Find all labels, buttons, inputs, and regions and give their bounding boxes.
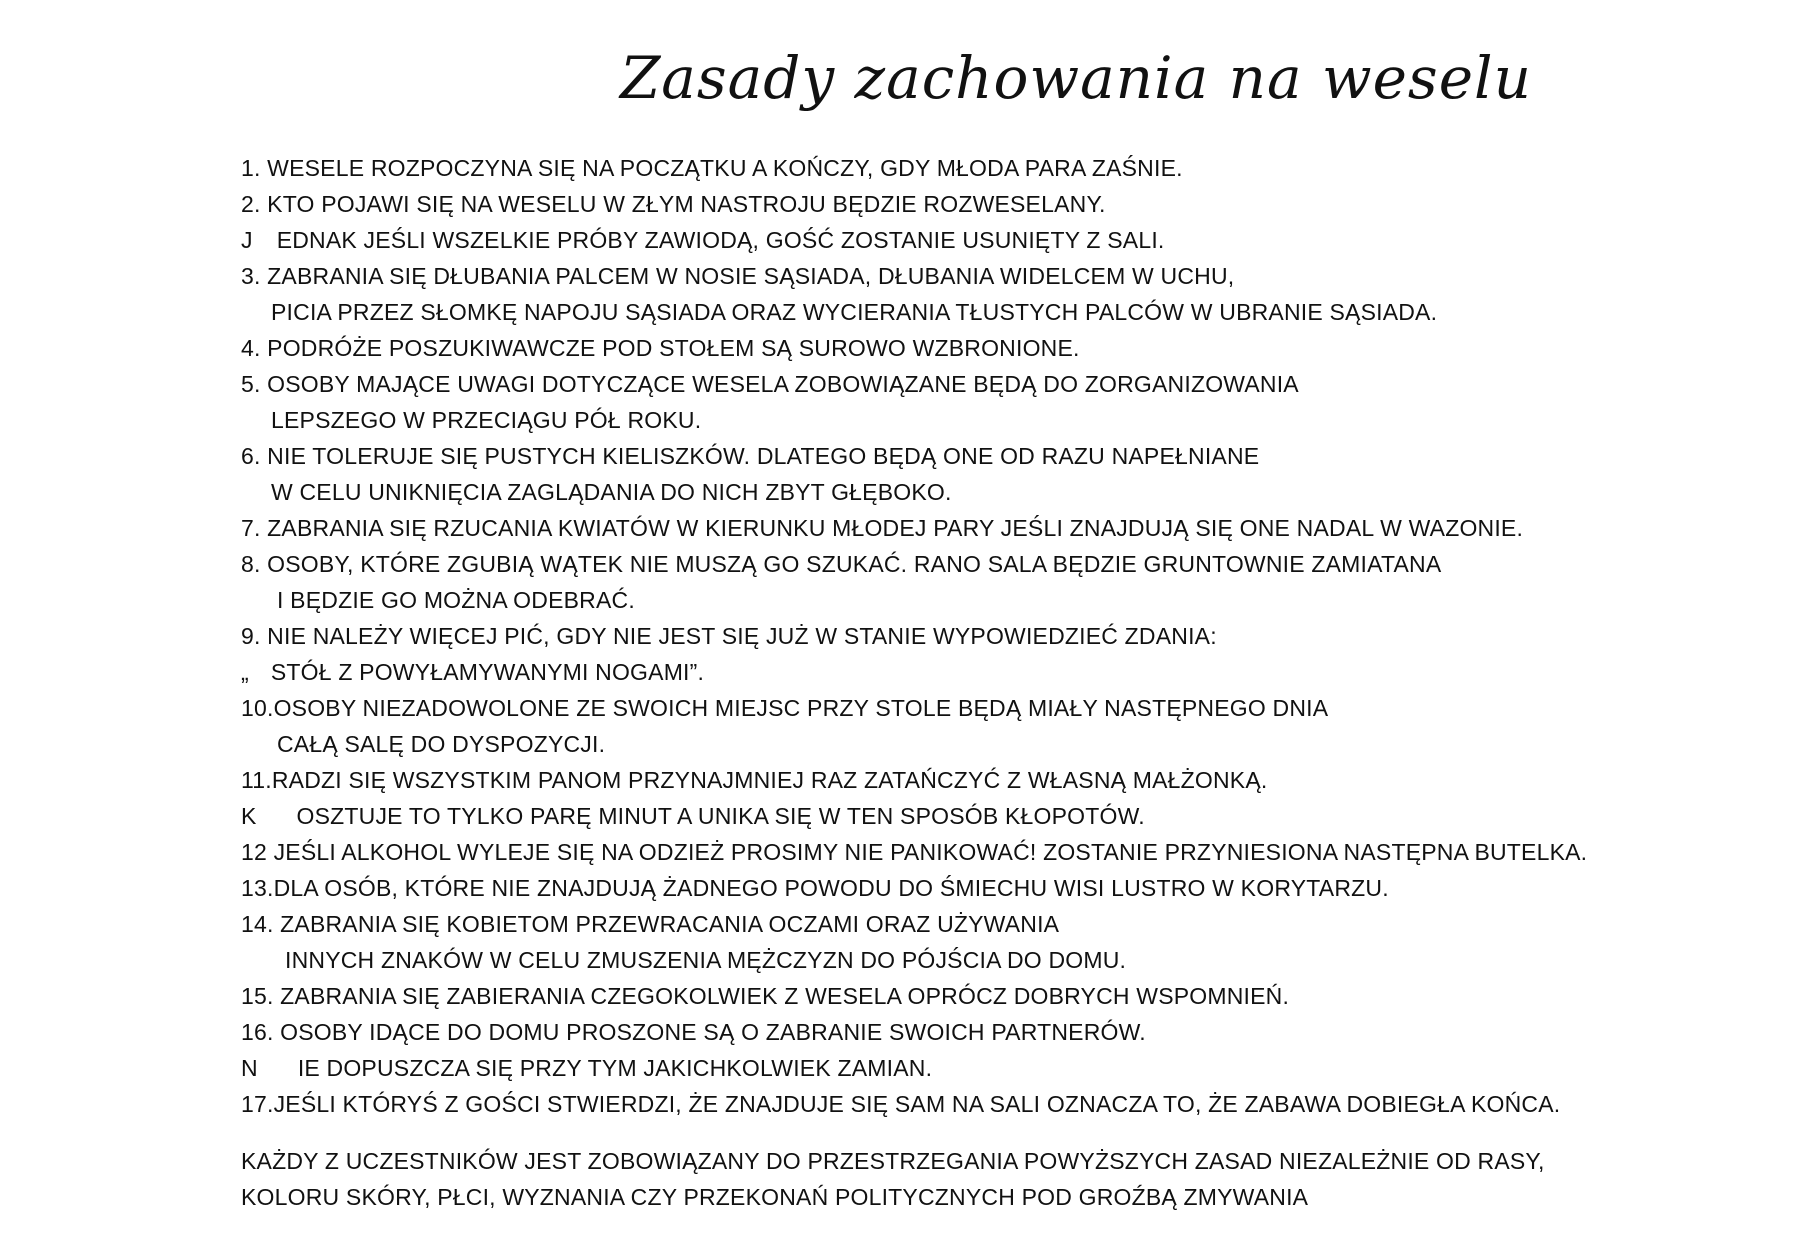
- rule-line: 9. NIE NALEŻY WIĘCEJ PIĆ, GDY NIE JEST SIĘ JUŻ W STANIE WYPOWIEDZIEĆ ZDANIA:: [241, 623, 1217, 649]
- rule-text: IE DOPUSZCZA SIĘ PRZY TYM JAKICHKOLWIEK ZAMIAN.: [297, 1055, 933, 1081]
- rule-line: [241, 798, 1761, 834]
- rule-line: 10.OSOBY NIEZADOWOLONE ZE SWOICH MIEJSC PRZY STOLE BĘDĄ MIAŁY NASTĘPNEGO DNIA: [241, 695, 1329, 721]
- rule-line: [241, 654, 1761, 690]
- rule-line-continuation: INNYCH ZNAKÓW W CELU ZMUSZENIA MĘŻCZYZN DO PÓJŚCIA DO DOMU.: [285, 947, 1127, 973]
- rule-line: 6. NIE TOLERUJE SIĘ PUSTYCH KIELISZKÓW. DLATEGO BĘDĄ ONE OD RAZU NAPEŁNIANE: [241, 443, 1260, 469]
- rule-text: OSZTUJE TO TYLKO PARĘ MINUT A UNIKA SIĘ W TEN SPOSÓB KŁOPOTÓW.: [296, 803, 1145, 829]
- rule-line: 16. OSOBY IDĄCE DO DOMU PROSZONE SĄ O ZABRANIE SWOICH PARTNERÓW.: [241, 1019, 1146, 1045]
- footer-line: KOLORU SKÓRY, PŁCI, WYZNANIA CZY PRZEKONAŃ POLITYCZNYCH POD GROŹBĄ ZMYWANIA: [241, 1184, 1309, 1210]
- rule-line: 12 JEŚLI ALKOHOL WYLEJE SIĘ NA ODZIEŻ PROSIMY NIE PANIKOWAĆ! ZOSTANIE PRZYNIESIONA NASTĘPNA BUTELKA.: [241, 839, 1588, 865]
- rule-line: 13.DLA OSÓB, KTÓRE NIE ZNAJDUJĄ ŻADNEGO POWODU DO ŚMIECHU WISI LUSTRO W KORYTARZU.: [241, 875, 1389, 901]
- rule-line: 17.JEŚLI KTÓRYŚ Z GOŚCI STWIERDZI, ŻE ZNAJDUJE SIĘ SAM NA SALI OZNACZA TO, ŻE ZABAWA DOBIEGŁA KOŃCA.: [241, 1091, 1561, 1117]
- rule-text: EDNAK JEŚLI WSZELKIE PRÓBY ZAWIODĄ, GOŚĆ ZOSTANIE USUNIĘTY Z SALI.: [276, 227, 1165, 253]
- rule-line: [241, 1050, 1761, 1086]
- rules-list: [241, 150, 1761, 1122]
- drop-letter: N: [241, 1055, 258, 1081]
- rule-line: 14. ZABRANIA SIĘ KOBIETOM PRZEWRACANIA OCZAMI ORAZ UŻYWANIA: [241, 911, 1060, 937]
- rule-line: 1. WESELE ROZPOCZYNA SIĘ NA POCZĄTKU A KOŃCZY, GDY MŁODA PARA ZAŚNIE.: [241, 155, 1183, 181]
- drop-letter: J: [241, 227, 253, 253]
- rule-line-continuation: PICIA PRZEZ SŁOMKĘ NAPOJU SĄSIADA ORAZ WYCIERANIA TŁUSTYCH PALCÓW W UBRANIE SĄSIADA.: [271, 299, 1438, 325]
- rule-line: 15. ZABRANIA SIĘ ZABIERANIA CZEGOKOLWIEK Z WESELA OPRÓCZ DOBRYCH WSPOMNIEŃ.: [241, 983, 1290, 1009]
- rule-line: 4. PODRÓŻE POSZUKIWAWCZE POD STOŁEM SĄ SUROWO WZBRONIONE.: [241, 335, 1080, 361]
- rule-line-continuation: W CELU UNIKNIĘCIA ZAGLĄDANIA DO NICH ZBYT GŁĘBOKO.: [271, 479, 952, 505]
- rule-line-continuation: LEPSZEGO W PRZECIĄGU PÓŁ ROKU.: [271, 407, 702, 433]
- rule-line: [241, 222, 1761, 258]
- rule-text: STÓŁ Z POWYŁAMYWANYMI NOGAMI”.: [270, 659, 705, 685]
- rule-line-continuation: I BĘDZIE GO MOŻNA ODEBRAĆ.: [277, 587, 635, 613]
- rule-line-continuation: CAŁĄ SALĘ DO DYSPOZYCJI.: [277, 731, 606, 757]
- footer-note: [241, 1143, 1761, 1215]
- rule-line: 11.RADZI SIĘ WSZYSTKIM PANOM PRZYNAJMNIEJ RAZ ZATAŃCZYĆ Z WŁASNĄ MAŁŻONKĄ.: [241, 767, 1268, 793]
- footer-line: KAŻDY Z UCZESTNIKÓW JEST ZOBOWIĄZANY DO PRZESTRZEGANIA POWYŻSZYCH ZASAD NIEZALEŻNIE OD RASY,: [241, 1148, 1545, 1174]
- document-title: Zasady zachowania na weselu: [620, 44, 1532, 112]
- rule-line: 3. ZABRANIA SIĘ DŁUBANIA PALCEM W NOSIE SĄSIADA, DŁUBANIA WIDELCEM W UCHU,: [241, 263, 1235, 289]
- rule-line: 2. KTO POJAWI SIĘ NA WESELU W ZŁYM NASTROJU BĘDZIE ROZWESELANY.: [241, 191, 1106, 217]
- open-quote: „: [241, 659, 249, 685]
- rule-line: 8. OSOBY, KTÓRE ZGUBIĄ WĄTEK NIE MUSZĄ GO SZUKAĆ. RANO SALA BĘDZIE GRUNTOWNIE ZAMIATANA: [241, 551, 1442, 577]
- drop-letter: K: [241, 803, 257, 829]
- rule-line: 7. ZABRANIA SIĘ RZUCANIA KWIATÓW W KIERUNKU MŁODEJ PARY JEŚLI ZNAJDUJĄ SIĘ ONE NADAL W WAZONIE.: [241, 515, 1524, 541]
- rule-line: 5. OSOBY MAJĄCE UWAGI DOTYCZĄCE WESELA ZOBOWIĄZANE BĘDĄ DO ZORGANIZOWANIA: [241, 371, 1299, 397]
